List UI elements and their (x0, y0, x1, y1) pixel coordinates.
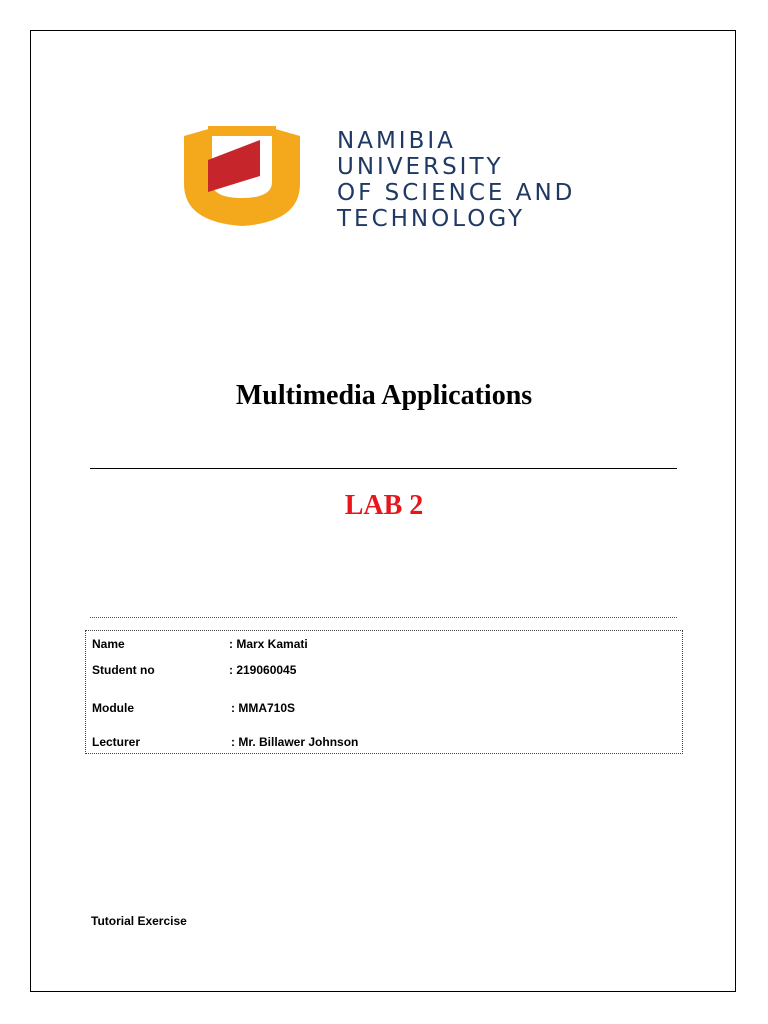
university-logo (180, 122, 590, 232)
wordmark-line: NAMIBIA (337, 128, 456, 154)
university-wordmark (337, 128, 597, 232)
info-value: : MMA710S (231, 701, 296, 715)
title-divider (90, 468, 677, 469)
wordmark-line: TECHNOLOGY (337, 206, 526, 232)
document-title: Multimedia Applications (235, 380, 533, 411)
info-value: : 219060045 (229, 663, 297, 677)
info-value: : Mr. Billawer Johnson (231, 735, 359, 749)
university-emblem-icon (180, 122, 304, 230)
lab-heading: LAB 2 (344, 490, 424, 521)
student-info-box (85, 630, 683, 754)
info-value: : Marx Kamati (229, 637, 308, 651)
wordmark-line: UNIVERSITY (337, 154, 504, 180)
info-label: Name (92, 637, 125, 651)
info-divider (90, 617, 677, 618)
footer-note: Tutorial Exercise (91, 914, 187, 928)
info-label: Lecturer (92, 735, 141, 749)
wordmark-line: OF SCIENCE AND (337, 180, 576, 206)
info-label: Student no (92, 663, 155, 677)
info-label: Module (92, 701, 134, 715)
